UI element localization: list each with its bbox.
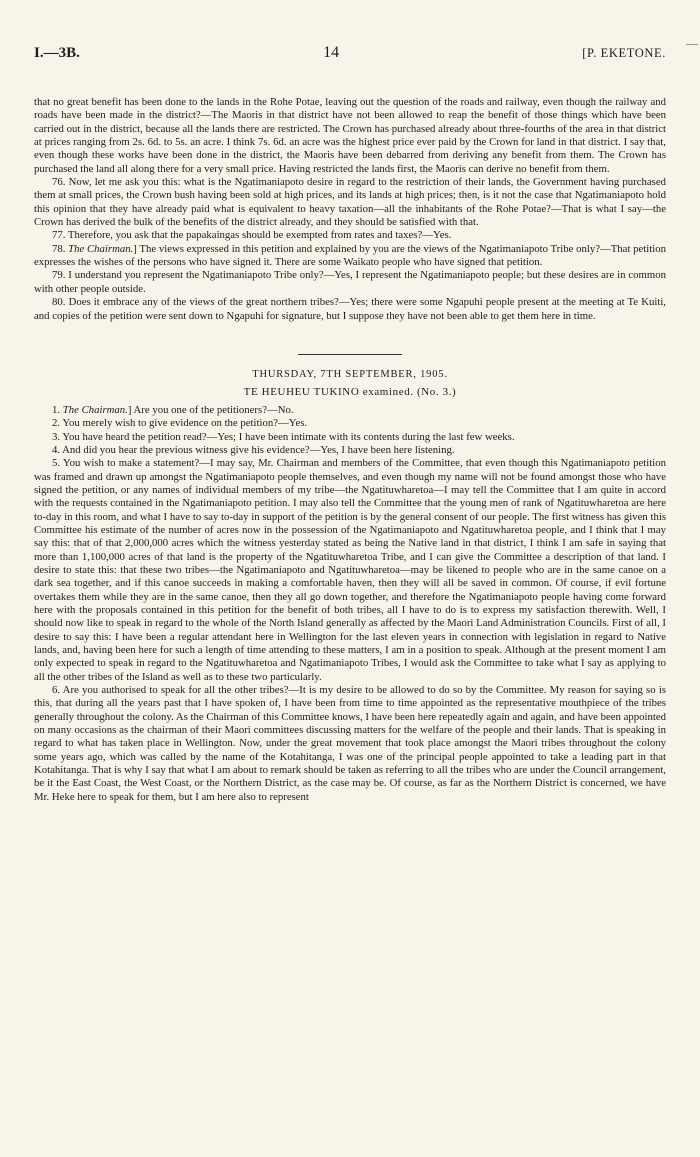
question-1 [34,404,666,417]
question-3: 3. You have heard the petition read?—Yes; I have been intimate with its contents during the last few weeks. [52,430,515,443]
question-5: 5. You wish to make a statement?—I may say, Mr. Chairman and members of the Committee, that even though this Ngatimaniapoto petition was framed and drawn up amongst the Ngatimaniapoto people themselves, and even though my name will not be found amongst those who have signed the petition, or any names of individual members of my tribe—the Ngatituwharetoa—I may tell the Committee that I am quite in accord with the requests contained in the Ngatimaniapoto petition. I may also tell the Committee that the young men of rank of Ngatituwharetoa are here to-day in this room, and what I have to say to-day in support of the petition is by the general consent of our people. The first witness has given this Committee his estimate of the number of acres now in the possession of the Ngatimaniapoto and Ngatituwharetoa people, and I think that I may say this: that of that 2,000,000 acres which the witness yesterday stated as being the Native land in that district, I think I am safe in saying that more than 1,100,000 acres of that land is the property of the Ngatituwharetoa Tribe, and I can give the Committee a description of that land. I desire to state this: that these two tribes—the Ngatimaniapoto and Ngatituwharetoa—may be likened to people who are in the same canoe on a dark sea together, and if this canoe succeeds in making a comfortable haven, then they will all be saved in common. Of course, if evil fortune overtakes them while they are in the same canoe, then they all go down together, and therefore the Ngatimaniapoto people having come forward here with the proposals contained in this petition for the benefit of both tribes, all I have to do is to express my satisfaction therewith. Well, I should now like to speak in regard to the whole of the North Island generally as affected by the Maori Land Administration Councils. First of all, I desire to say this: I have been a regular attendant here in Wellington for the last eleven years in connection with legislation in regard to Native lands, and, having been here for such a length of time attending to these matters, I am in a position to speak. Although at the present moment I am only expected to speak in regard to the Ngatituwharetoa and Ngatimaniapoto Tribes, I would ask the Committee to take what I say as applying to all the other tribes of the Island as well as to these two particularly. [34,457,666,683]
question-6: 6. Are you authorised to speak for all the other tribes?—It is my desire to be allowed to do so by the Committee. My reason for saying so is this, that during all the years past that I have spoken of, I have been from time to time appointed as the representative mouthpiece of the tribes generally throughout the colony. As the Chairman of this Committee knows, I have been here repeatedly again and again, and have been appointed on many occasions as the chairman of their Maori committees discussing matters for the welfare of the people and their lands. That is speaking in regard to what has taken place in Wellington. Now, under the great movement that took place amongst the Maori tribes throughout the colony some years ago, which was called by the name of the Kotahitanga, I was one of the principal people appointed to take a leading part in that Kotahitanga. That is why I say that what I am about to remark should be taken as referring to all the tribes who are under the Council arrangement, be it the East Coast, the West Coast, or the Northern District, as the case may be. Of course, as far as the Northern District is concerned, we have Mr. Heke here to speak for them, but I am here also to represent [34,684,666,803]
section-divider [298,354,402,355]
question-78 [34,243,666,270]
paper-reference: I.—3B. [34,45,80,61]
examination-heading: TE HEUHEU TUKINO examined. (No. 3.) [243,385,457,398]
speaker-label: The Chairman. [68,242,134,255]
question-76: 76. Now, let me ask you this: what is the Ngatimaniapoto desire in regard to the restriction of their lands, the Government having purchased them at small prices, the Crown bush having been sold at high prices, and its lands at high prices; then, is it not the case that Ngatimaniapoto hold this opinion that they have already paid what is equivalent to heavy taxation—all the inhabitants of the Rohe Potae?—That is what I say—the Crown has derived the bulk of the benefits of the district already, and they should be satisfied with that. [34,176,666,229]
question-4: 4. And did you hear the previous witness give his evidence?—Yes, I have been here listening. [52,443,455,456]
speaker-label: The Chairman. [62,403,128,416]
session-date: THURSDAY, 7TH SEPTEMBER, 1905. [252,368,448,380]
page-number: 14 [323,44,340,61]
document-page [34,44,666,804]
continued-answer: that no great benefit has been done to the lands in the Rohe Potae, leaving out the question of the roads and railway, even though the railway and roads have been made in the district?—The Maoris in that district have not been allowed to reap the benefit of those things which have been carried out in the district, because all the lands there are restricted. The Crown has purchased already about three-fourths of the area in that district at prices ranging from 2s. 6d. to 5s. an acre. I think 7s. 6d. an acre was the highest price ever paid by the Crown for land in that district. I say that, even though these works have been done in the district, the Maoris have been debarred from deriving any benefit from them. The Crown has purchased the land all along there for a very small price. Having restricted the lands first, the Maoris can derive no benefit from them. [34,96,666,175]
witness-name: [P. EKETONE. [582,46,666,60]
question-text: ] Are you one of the petitioners?—No. [127,403,294,416]
page-header [34,44,666,76]
question-79: 79. I understand you represent the Ngatimaniapoto Tribe only?—Yes, I represent the Ngatimaniapoto people; but these desires are in common with other people outside. [34,269,666,295]
question-number: 78. [52,242,69,255]
question-number: 1. [52,403,63,416]
question-80: 80. Does it embrace any of the views of the great northern tribes?—Yes; there were some Ngapuhi people present at the meeting at Te Kuiti, and copies of the petition were sent down to Ngapuhi for signature, but I suppose they have not been able to get them here in time. [34,296,666,322]
question-77: 77. Therefore, you ask that the papakaingas should be exempted from rates and taxes?—Yes. [52,229,452,242]
corner-mark: — [686,36,698,50]
question-2: 2. You merely wish to give evidence on the petition?—Yes. [52,417,308,430]
question-text: ] The views expressed in this petition and explained by you are the views of the Ngatimaniapoto Tribe only?—That petition expresses the wishes of the persons who have signed it. There are some Waikato people who have signed that petition. [34,242,666,269]
